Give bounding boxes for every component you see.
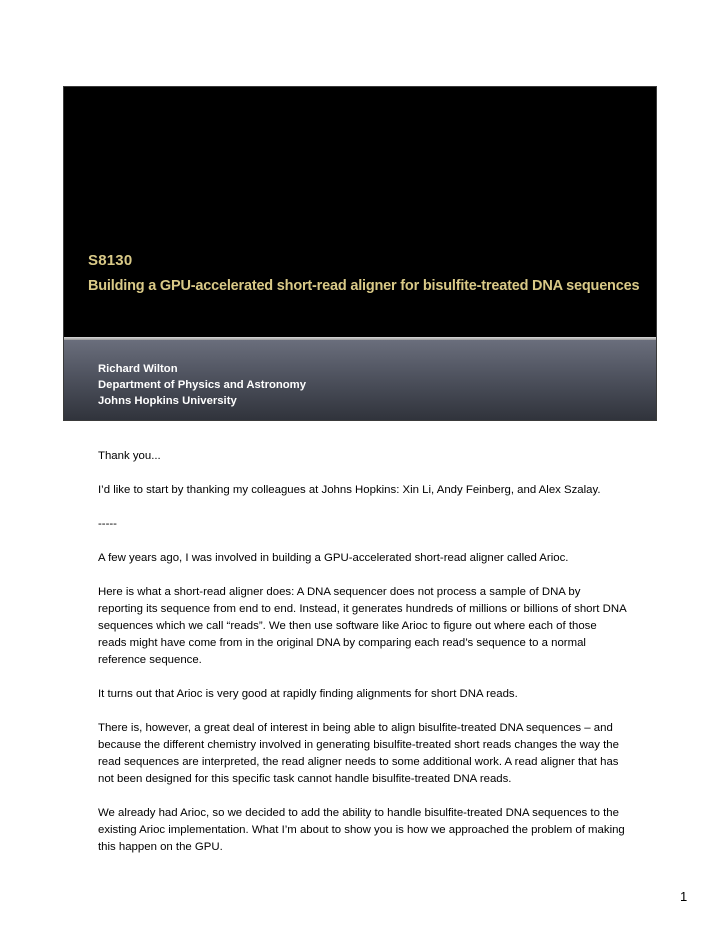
author-department: Department of Physics and Astronomy (98, 379, 306, 391)
notes-paragraph: It turns out that Arioc is very good at rapidly finding alignments for short DNA reads. (98, 688, 518, 700)
notes-paragraph: Thank you... (98, 450, 161, 462)
notes-paragraph: I’d like to start by thanking my colleagues at Johns Hopkins: Xin Li, Andy Feinberg, and Alex Szalay. (98, 484, 601, 496)
author-name: Richard Wilton (98, 363, 178, 375)
slide-title: Building a GPU-accelerated short-read aligner for bisulfite-treated DNA sequences (88, 278, 640, 294)
author-university: Johns Hopkins University (98, 395, 237, 407)
slide-title-area (64, 87, 656, 337)
notes-paragraph: There is, however, a great deal of interest in being able to align bisulfite-treated DNA sequences – and because the different chemistry involved in generating bisulfite-treated short reads changes the way the read sequences are interpreted, the read aligner needs to some additional work. A read aligner that has not been designed for this specific task cannot handle bisulfite-treated DNA reads. (98, 722, 619, 785)
session-code: S8130 (88, 252, 133, 269)
slide-thumbnail (63, 86, 657, 421)
notes-paragraph: A few years ago, I was involved in building a GPU-accelerated short-read aligner called Arioc. (98, 552, 569, 564)
speaker-notes (98, 448, 628, 873)
notes-paragraph: We already had Arioc, so we decided to add the ability to handle bisulfite-treated DNA sequences to the existing Arioc implementation. What I’m about to show you is how we approached the problem of making this happen on the GPU. (98, 807, 625, 853)
notes-paragraph: ----- (98, 518, 117, 530)
page-number: 1 (680, 889, 688, 904)
notes-paragraph: Here is what a short-read aligner does: A DNA sequencer does not process a sample of DNA by reporting its sequence from end to end. Instead, it generates hundreds of millions or billions of short DNA sequences which we call “reads”. We then use software like Arioc to figure out where each of those reads might have come from in the original DNA by comparing each read’s sequence to a normal reference sequence. (98, 586, 627, 666)
slide-authors (98, 361, 306, 409)
